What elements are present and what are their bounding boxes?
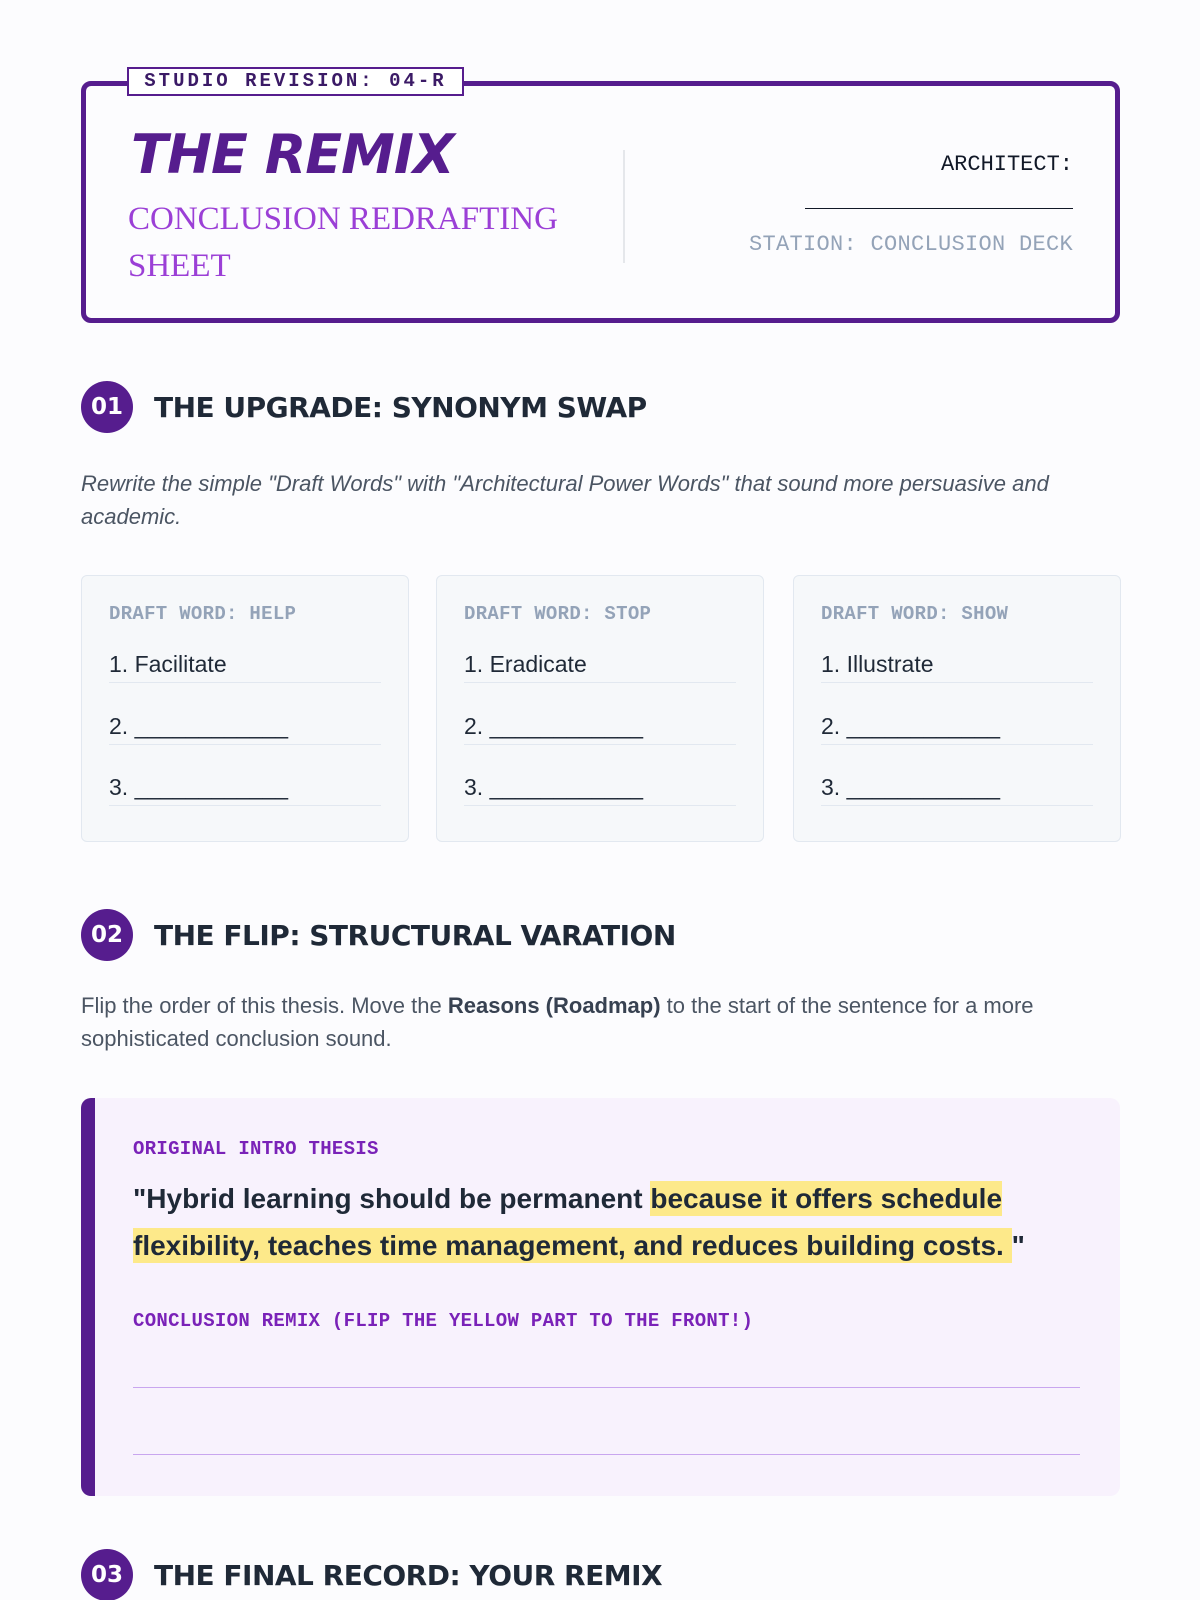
section-1-instructions: Rewrite the simple "Draft Words" with "Architectural Power Words" that sound more persuasive and academic. (81, 471, 1049, 529)
remix-writing-line[interactable] (133, 1454, 1080, 1455)
answer-line[interactable]: 2. ____________ (821, 711, 1093, 745)
section-3-heading (81, 1549, 662, 1600)
answer-line: 1. Eradicate (464, 649, 736, 683)
page-subtitle: CONCLUSION REDRAFTING SHEET (128, 201, 558, 284)
synonym-card-show (793, 575, 1121, 842)
page-title: THE REMIX (131, 123, 454, 186)
answer-line[interactable]: 3. ____________ (464, 772, 736, 806)
highlighted-reasons: because it offers schedule flexibility, teaches time management, and reduces building costs. (133, 1183, 1012, 1261)
synonym-card-stop (436, 575, 764, 842)
original-thesis-label: ORIGINAL INTRO THESIS (133, 1138, 379, 1160)
conclusion-remix-label: CONCLUSION REMIX (FLIP THE YELLOW PART TO THE FRONT!) (133, 1310, 754, 1332)
section-title: THE UPGRADE: SYNONYM SWAP (154, 390, 647, 424)
card-label: DRAFT WORD: SHOW (821, 603, 1009, 625)
architect-name-line[interactable] (805, 208, 1073, 209)
synonym-card-help (81, 575, 409, 842)
revision-tag: STUDIO REVISION: 04-R (127, 67, 464, 96)
remix-writing-line[interactable] (133, 1387, 1080, 1388)
thesis-box (81, 1098, 1120, 1496)
synonym-cards (81, 575, 1121, 842)
instructions-text: to the start of the sentence for a more sophisticated conclusion sound. (81, 993, 1034, 1051)
section-1-heading (81, 381, 647, 433)
section-2-heading (81, 909, 676, 961)
section-2-instructions (81, 989, 1121, 1055)
section-number-badge: 03 (81, 1549, 133, 1600)
answer-line[interactable]: 3. ____________ (821, 772, 1093, 806)
instructions-text: Flip the order of this thesis. Move the (81, 993, 448, 1018)
architect-label: ARCHITECT: (940, 152, 1073, 177)
section-title: THE FINAL RECORD: YOUR REMIX (154, 1558, 663, 1592)
quote-text: "Hybrid learning should be permanent (133, 1183, 651, 1214)
instructions-emphasis: Reasons (Roadmap) (447, 993, 661, 1018)
answer-line[interactable]: 2. ____________ (464, 711, 736, 745)
quote-close: " (1011, 1230, 1025, 1261)
card-label: DRAFT WORD: STOP (464, 603, 652, 625)
answer-line: 1. Facilitate (109, 649, 381, 683)
section-title: THE FLIP: STRUCTURAL VARATION (154, 918, 676, 952)
station-label: STATION: CONCLUSION DECK (748, 232, 1073, 257)
answer-line[interactable]: 2. ____________ (109, 711, 381, 745)
original-thesis-quote (133, 1175, 1093, 1269)
section-number-badge: 02 (81, 909, 133, 961)
answer-line: 1. Illustrate (821, 649, 1093, 683)
section-number-badge: 01 (81, 381, 133, 433)
header-divider (623, 150, 625, 263)
card-label: DRAFT WORD: HELP (109, 603, 297, 625)
answer-line[interactable]: 3. ____________ (109, 772, 381, 806)
